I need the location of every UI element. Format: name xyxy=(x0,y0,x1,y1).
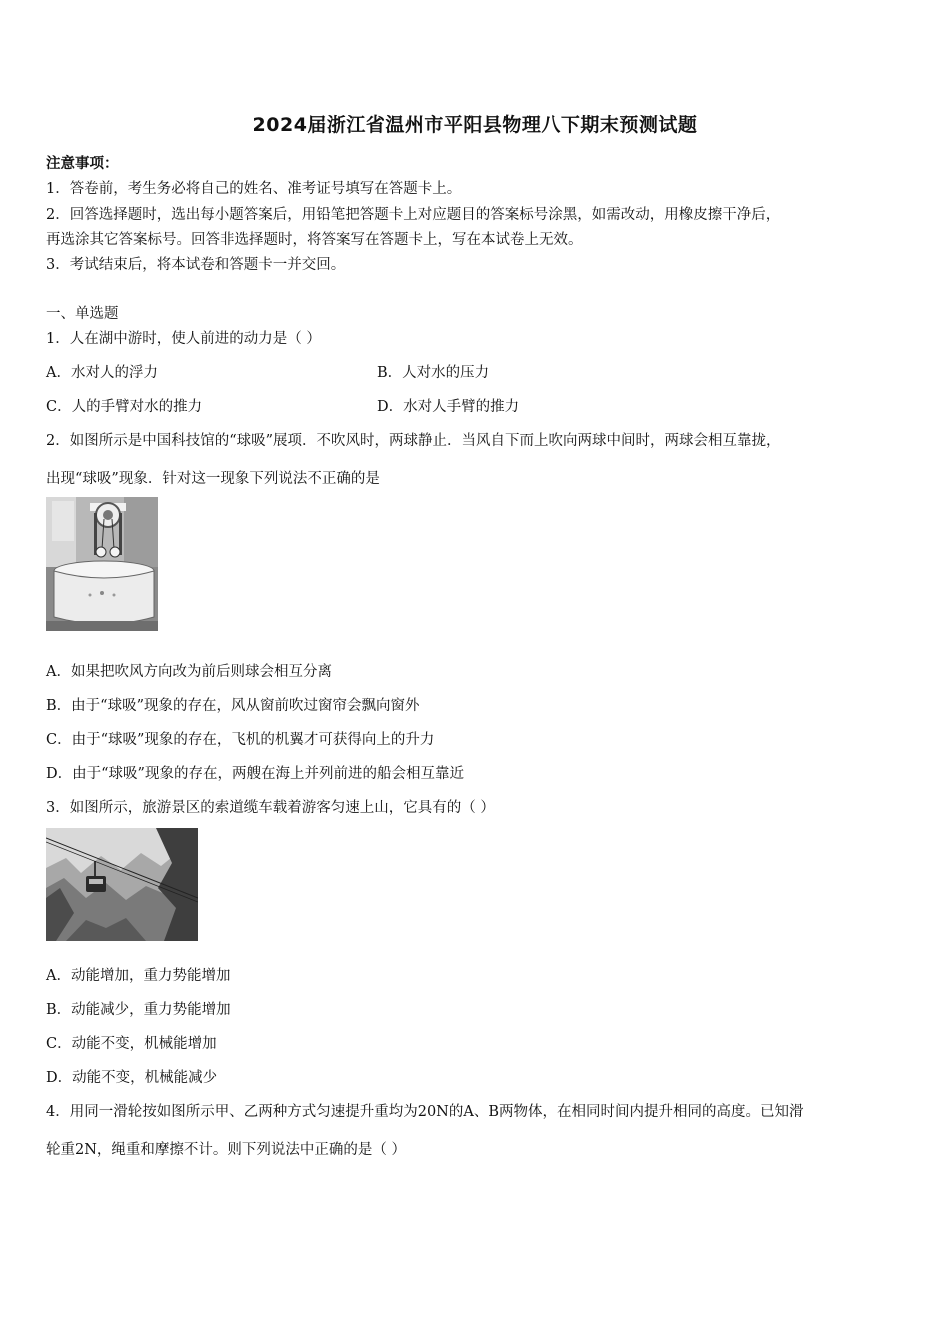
q2-figure-ball-suction-exhibit xyxy=(46,497,158,631)
notice-item-2-cont: 再选涂其它答案标号。回答非选择题时，将答案写在答题卡上，写在本试卷上无效。 xyxy=(46,232,583,248)
q3-option-a: A．动能增加，重力势能增加 xyxy=(46,968,231,984)
q3-option-c: C．动能不变，机械能增加 xyxy=(46,1036,217,1052)
q2-option-a: A．如果把吹风方向改为前后则球会相互分离 xyxy=(46,664,332,680)
cable-car-mountain-image xyxy=(46,828,198,941)
q3-option-d: D．动能不变，机械能减少 xyxy=(46,1070,218,1086)
q4-stem-line1: 4．用同一滑轮按如图所示甲、乙两种方式匀速提升重均为20N的A、B两物体，在相同时间内提升相同的高度。已知滑 xyxy=(46,1104,804,1120)
q2-option-c: C．由于“球吸”现象的存在，飞机的机翼才可获得向上的升力 xyxy=(46,732,435,748)
q3-figure-cable-car xyxy=(46,828,198,941)
ball-suction-exhibit-image xyxy=(46,497,158,631)
q1-stem: 1．人在湖中游时，使人前进的动力是（ ） xyxy=(46,331,321,347)
page-title: 2024届浙江省温州市平阳县物理八下期末预测试题 xyxy=(252,114,698,136)
q2-option-d: D．由于“球吸”现象的存在，两艘在海上并列前进的船会相互靠近 xyxy=(46,766,464,782)
q4-stem-line2: 轮重2N，绳重和摩擦不计。则下列说法中正确的是（ ） xyxy=(46,1142,407,1158)
notice-item-1: 1．答卷前，考生务必将自己的姓名、准考证号填写在答题卡上。 xyxy=(46,181,462,197)
q2-stem-line2: 出现“球吸”现象．针对这一现象下列说法不正确的是 xyxy=(46,471,380,487)
q1-option-c: C．人的手臂对水的推力 xyxy=(46,399,203,415)
q3-stem: 3．如图所示，旅游景区的索道缆车载着游客匀速上山，它具有的（ ） xyxy=(46,800,495,816)
notice-heading: 注意事项： xyxy=(46,155,119,172)
q1-option-d: D．水对人手臂的推力 xyxy=(377,399,520,415)
notice-item-2: 2．回答选择题时，选出每小题答案后，用铅笔把答题卡上对应题目的答案标号涂黑，如需改动，用橡皮擦干净后， xyxy=(46,207,781,223)
q1-option-a: A．水对人的浮力 xyxy=(46,365,158,381)
notice-item-3: 3．考试结束后，将本试卷和答题卡一并交回。 xyxy=(46,257,346,273)
section-heading: 一、单选题 xyxy=(46,306,119,322)
q2-option-b: B．由于“球吸”现象的存在，风从窗前吹过窗帘会飘向窗外 xyxy=(46,698,420,714)
q1-option-b: B．人对水的压力 xyxy=(377,365,490,381)
q3-option-b: B．动能减少，重力势能增加 xyxy=(46,1002,231,1018)
q2-stem-line1: 2．如图所示是中国科技馆的“球吸”展项．不吹风时，两球静止．当风自下而上吹向两球中间时，两球会相互靠拢， xyxy=(46,433,781,449)
